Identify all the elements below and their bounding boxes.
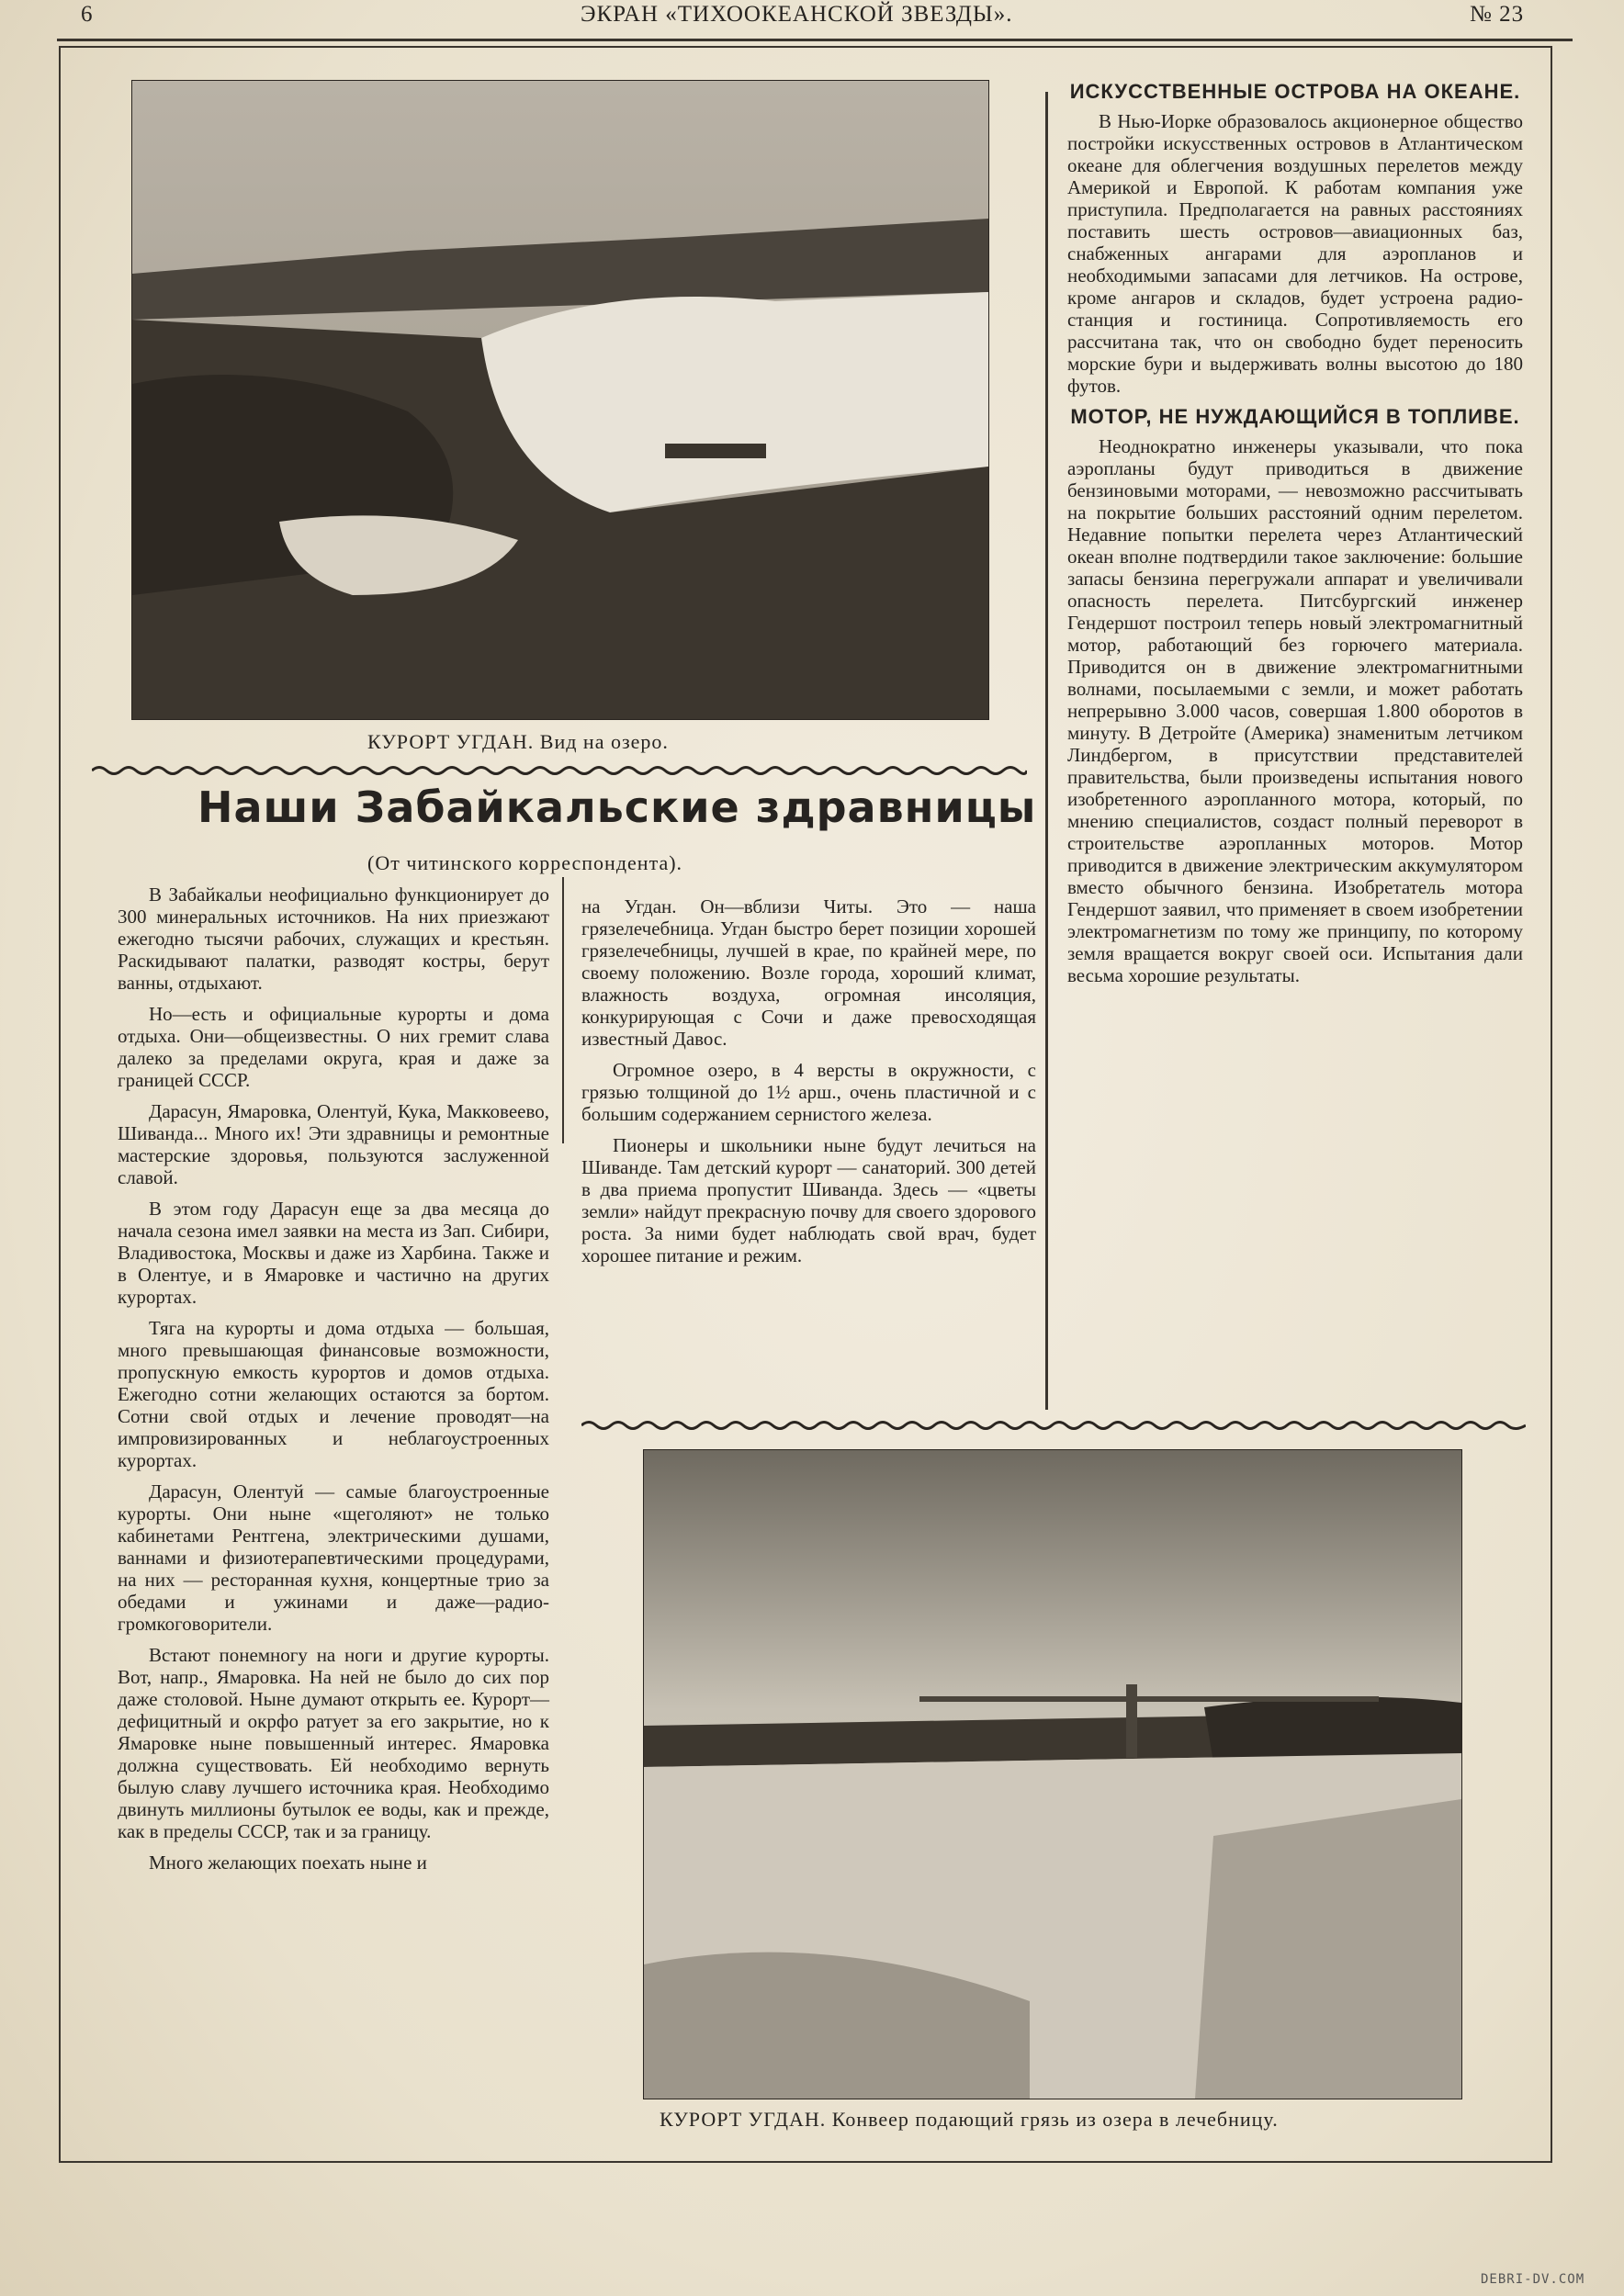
article-paragraph: Дарасун, Олентуй — самые благоустроенные курорты. Они ныне «щеголяют» не только кабинетами Рентгена, электрическими душами, ваннами и физиотерапевтическими процедурами, на них — ресторанная кухня, концертные трио за обедами и ужинами и даже—радио-громкоговорители.: [118, 1480, 549, 1635]
site-watermark: DEBRI-DV.COM: [1481, 2272, 1585, 2287]
frame-right: [1551, 46, 1552, 2163]
news-title-islands: ИСКУССТВЕННЫЕ ОСТРОВА НА ОКЕАНЕ.: [1069, 80, 1521, 103]
article-paragraph: Тяга на курорты и дома отдыха — большая, много превышающая финансовые возможности, пропускную емкость курортов и домов отдыха. Ежегодно сотни желающих остаются за бортом. Сотни свой отдых и лечение проводят—на импровизированных и неблагоустроенных курортах.: [118, 1317, 549, 1471]
article-column-1: [118, 884, 549, 1883]
article-paragraph: В этом году Дарасун еще за два месяца до начала сезона имел заявки на места из Зап. Сибири, Владивостока, Москвы и даже из Харбина. Также и в Олентуе, и в Ямаровке и частично на других курортах.: [118, 1198, 549, 1308]
right-column-divider: [1045, 92, 1048, 1410]
photo-top-caption: КУРОРТ УГДАН. Вид на озеро.: [367, 730, 669, 753]
frame-top: [59, 46, 1552, 48]
wavy-rule-left: [92, 764, 1027, 777]
frame-bottom: [59, 2161, 1552, 2163]
article-paragraph: Встают понемногу на ноги и другие курорты. Вот, напр., Ямаровка. На ней не было до сих пор даже столовой. Ныне думают открыть ее. Курорт—дефицитный и окрфо ратует за его закрытие, но к Ямаровке ныне повышенный интерес. Ямаровка должна существовать. Ей необходимо вернуть былую славу лучшего источника края. Необходимо двинуть миллионы бутылок ее воды, как и прежде, как в пределы СССР, так и за границу.: [118, 1644, 549, 1842]
news-paragraph: В Нью-Иорке образовалось акционерное общество постройки искусственных островов в Атлантическом океане для облегчения воздушных перелетов между Америкой и Европой. К работам компания уже приступила. Предполагается на равных расстояниях поставить шесть островов—авиационных баз, снабженных ангарами для аэропланов и необходимыми запасами для летчиков. На острове, кроме ангаров и складов, будет устроена радио-станция и гостиница. Сопротивляемость его рассчитана так, что он свободно будет переносить морские бури и выдерживать волны высотою до 180 футов.: [1067, 110, 1523, 397]
photo-bottom-caption: КУРОРТ УГДАН. Конвеер подающий грязь из озера в лечебницу.: [660, 2108, 1279, 2131]
column-divider: [562, 877, 564, 1143]
wavy-rule-right: [581, 1419, 1526, 1432]
article-byline: (От читинского корреспондента).: [367, 851, 683, 874]
article-paragraph: Дарасун, Ямаровка, Олентуй, Кука, Макковеево, Шиванда... Много их! Эти здравницы и ремонтные мастерские здоровья, пользуются заслуженной славой.: [118, 1100, 549, 1188]
article-paragraph: Много желающих поехать ныне и: [149, 1851, 427, 1874]
page-number: 6: [81, 2, 94, 27]
article-title: Наши Забайкальские здравницы: [197, 782, 1037, 832]
article-paragraph: В Забайкальи неофициально функционирует до 300 минеральных источников. На них приезжают ежегодно тысячи рабочих, служащих и крестьян. Раскидывают палатки, разводят костры, берут ванны, отдыхают.: [118, 884, 549, 994]
article-paragraph: на Угдан. Он—вблизи Читы. Это — наша грязелечебница. Угдан быстро берет позиции хорошей грязелечебницы, лучшей в крае, по крайней мере, по своему положению. Возле города, хороший климат, влажность воздуха, огромная инсоляция, конкурирующая с Сочи и даже превосходящая известный Давос.: [581, 895, 1036, 1050]
news-title-motor: МОТОР, НЕ НУЖДАЮЩИЙСЯ В ТОПЛИВЕ.: [1070, 405, 1520, 428]
photo-mud-conveyor: [643, 1449, 1462, 2099]
paper-title: ЭКРАН «ТИХООКЕАНСКОЙ ЗВЕЗДЫ».: [581, 2, 1013, 27]
news-paragraph: Неоднократно инженеры указывали, что пока аэропланы будут приводиться в движение бензиновыми моторами, — невозможно рассчитывать на покрытие больших расстояний одним перелетом. Недавние попытки перелета через Атлантический океан вполне подтвердили такое заключение: большие запасы бензина перегружали аппарат и увеличивали опасность перелета. Питсбургский инженер Гендершот построил теперь новый электромагнитный мотор, работающий без горючего материала. Приводится он в движение электромагнитными волнами, посылаемыми с земли, и может работать непрерывно 3.000 часов, совершая 1.800 оборотов в минуту. В Детройте (Америка) знаменитым летчиком Линдбергом, в присутствии представителей правительства, были произведены испытания нового изобретенного аэропланного мотора, который, по мнению специалистов, создаст полный переворот в строительстве аэропланных моторов. Мотор приводится в движение электрическим аккумулятором вместо обычного бензина. Изобретатель мотора Гендершот заявил, что применяет в своем изобретении электромагнетизм по тому же принципу, по которому земля вращается вокруг своей оси. Испытания дали весьма хорошие результаты.: [1067, 435, 1523, 986]
article-paragraph: Но—есть и официальные курорты и дома отдыха. Они—общеизвестны. О них гремит слава далеко за пределами округа, края и даже за границей СССР.: [118, 1003, 549, 1091]
frame-left: [59, 46, 61, 2163]
photo-lake-view: [131, 80, 989, 720]
article-paragraph: Огромное озеро, в 4 версты в окружности, с грязью толщиной до 1½ арш., очень пластичной и с большим содержанием сернистого железа.: [581, 1059, 1036, 1125]
article-column-2: [581, 895, 1036, 1276]
issue-number: № 23: [1470, 2, 1525, 27]
news-column: [1067, 81, 1523, 996]
article-paragraph: Пионеры и школьники ныне будут лечиться на Шиванде. Там детский курорт — санаторий. 300 детей в два приема пропустит Шиванда. Здесь — «цветы земли» найдут прекрасную почву для своего здорового роста. За ними будет наблюдать свой врач, будет хорошее питание и режим.: [581, 1134, 1036, 1266]
header-rule: [57, 39, 1573, 41]
